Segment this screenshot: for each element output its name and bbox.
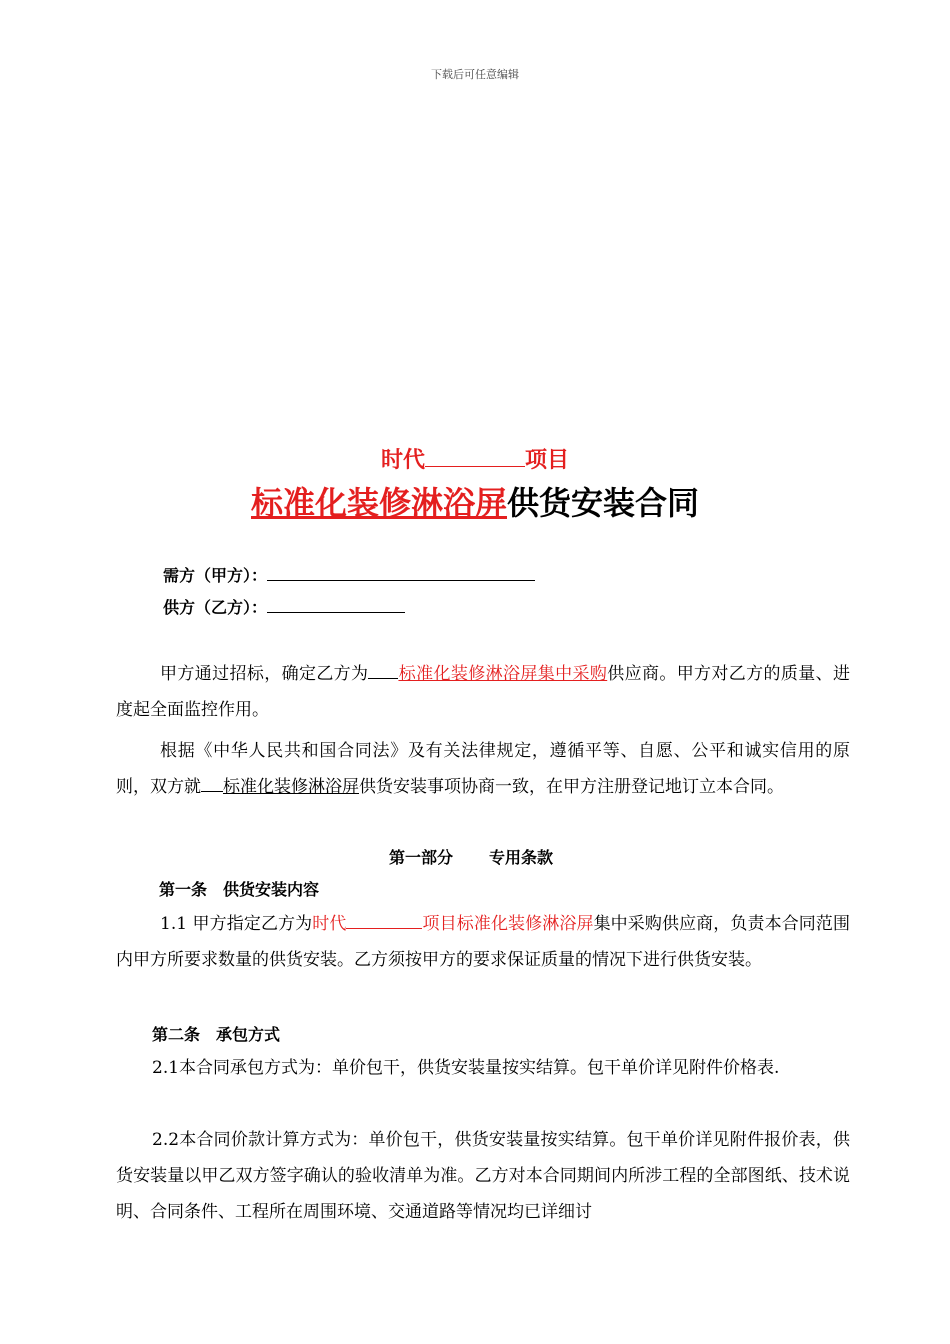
intro-p2-underlined: 标准化装修淋浴屏 (223, 777, 359, 797)
clause-1-1-red-b: 项目标准化装修淋浴屏 (422, 914, 594, 934)
article-2-heading: 第二条 承包方式 (152, 1025, 281, 1044)
supplier-label: 供方（乙方）： (163, 598, 268, 617)
buyer-line (163, 563, 535, 586)
title-suffix: 项目 (525, 447, 570, 473)
part-name: 专用条款 (489, 848, 554, 867)
intro-p1-blank (368, 662, 398, 679)
contract-title-red: 标准化装修淋浴屏 (250, 484, 507, 522)
intro-p1-text-b: 供应商。甲方对乙方的质量、进度起全面监控作用。 (116, 664, 851, 720)
clause-2-1: 2.1本合同承包方式为：单价包干，供货安装量按实结算。包干单价详见附件价格表. (152, 1058, 780, 1078)
clause-1-1-text-a: 1.1 甲方指定乙方为 (160, 914, 313, 934)
intro-p1-red: 标准化装修淋浴屏集中采购 (398, 664, 608, 684)
contract-title-black: 供货安装合同 (507, 484, 700, 522)
part-number: 第一部分 (389, 848, 454, 867)
supplier-line (163, 595, 405, 618)
intro-p2-text-b: 供货安装事项协商一致，在甲方注册登记地订立本合同。 (359, 777, 784, 797)
supplier-blank (267, 597, 405, 613)
intro-paragraph-1 (116, 656, 850, 728)
article-1-heading: 第一条 供货安装内容 (159, 880, 320, 899)
intro-p1-text-a: 甲方通过招标，确定乙方为 (160, 664, 369, 684)
header-note: 下载后可任意编辑 (431, 68, 519, 81)
clause-2-2: 2.2本合同价款计算方式为：单价包干，供货安装量按实结算。包干单价详见附件报价表，供货安装量以甲乙双方签字确认的验收清单为准。乙方对本合同期间内所涉工程的全部图纸、技术说明、合同条件、工程所在周围环境、交通道路等情况均已详细讨 (116, 1130, 850, 1222)
title-prefix: 时代 (380, 447, 425, 473)
project-name-blank (425, 445, 525, 467)
clause-1-1-red-a: 时代 (312, 914, 347, 934)
intro-p2-text-a: 根据《中华人民共和国合同法》及有关法律规定，遵循平等、自愿、公平和诚实信用的原则，双方就 (116, 741, 850, 797)
part-heading (389, 845, 553, 868)
intro-p2-blank (201, 775, 223, 792)
clause-1-1 (116, 906, 850, 978)
project-title (0, 443, 950, 474)
clause-1-1-text-b: 集中采购供应商，负责本合同范围内甲方所要求数量的供货安装。乙方须按甲方的要求保证质量的情况下进行供货安装。 (116, 914, 850, 970)
buyer-blank (267, 565, 535, 581)
clause-1-1-blank (346, 912, 422, 929)
intro-paragraph-2 (116, 733, 850, 805)
contract-title (0, 478, 950, 524)
buyer-label: 需方（甲方）： (163, 566, 268, 585)
